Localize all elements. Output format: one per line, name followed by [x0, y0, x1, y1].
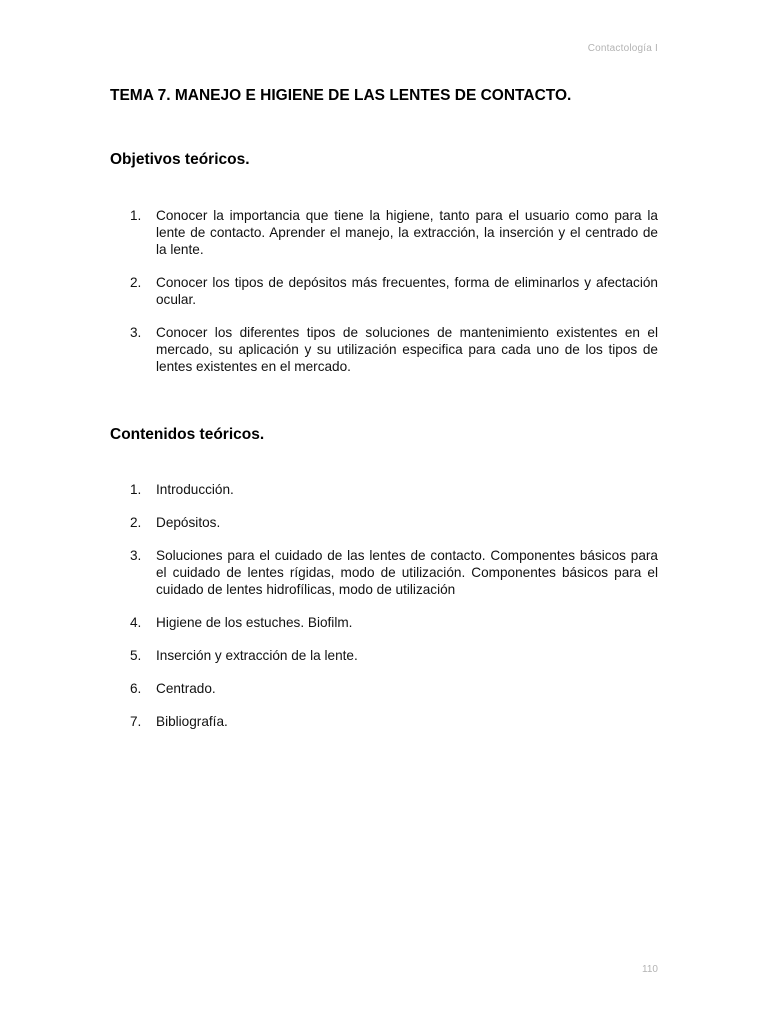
item-text: Inserción y extracción de la lente.	[156, 648, 358, 663]
document-title: TEMA 7. MANEJO E HIGIENE DE LAS LENTES DE CONTACTO.	[110, 87, 572, 104]
item-number: 7.	[130, 714, 142, 729]
item-number: 2.	[130, 275, 142, 290]
page-number: 110	[642, 964, 658, 975]
item-text: Centrado.	[156, 681, 216, 696]
contenidos-list	[130, 481, 658, 746]
item-text: Conocer los tipos de depósitos más frecuentes, forma de eliminarlos y afectación ocular.	[156, 275, 658, 307]
item-number: 3.	[130, 548, 142, 563]
item-text: Conocer los diferentes tipos de soluciones de mantenimiento existentes en el mercado, su aplicación y su utilización especifica para cada uno de los tipos de lentes existentes en el mercado.	[156, 325, 658, 374]
item-number: 3.	[130, 325, 142, 340]
list-item	[130, 680, 658, 697]
item-text: Soluciones para el cuidado de las lentes de contacto. Componentes básicos para el cuidado de lentes rígidas, modo de utilización. Componentes básicos para el cuidado de lentes hidrofílicas, modo de utilización	[156, 548, 658, 597]
item-text: Bibliografía.	[156, 714, 228, 729]
list-item	[130, 207, 658, 258]
item-number: 2.	[130, 515, 142, 530]
list-item	[130, 324, 658, 375]
list-item	[130, 481, 658, 498]
item-number: 1.	[130, 482, 142, 497]
item-text: Conocer la importancia que tiene la higiene, tanto para el usuario como para la lente de contacto. Aprender el manejo, la extracción, la inserción y el centrado de la lente.	[156, 208, 658, 257]
list-item	[130, 274, 658, 308]
item-text: Introducción.	[156, 482, 234, 497]
list-item	[130, 514, 658, 531]
item-number: 6.	[130, 681, 142, 696]
item-text: Higiene de los estuches. Biofilm.	[156, 615, 353, 630]
contenidos-heading: Contenidos teóricos.	[110, 426, 265, 443]
running-header: Contactología I	[587, 43, 658, 54]
list-item	[130, 713, 658, 730]
item-number: 5.	[130, 648, 142, 663]
objetivos-list	[130, 207, 658, 391]
objetivos-heading: Objetivos teóricos.	[110, 151, 250, 168]
list-item	[130, 547, 658, 598]
item-number: 4.	[130, 615, 142, 630]
list-item	[130, 614, 658, 631]
item-text: Depósitos.	[156, 515, 221, 530]
list-item	[130, 647, 658, 664]
item-number: 1.	[130, 208, 142, 223]
